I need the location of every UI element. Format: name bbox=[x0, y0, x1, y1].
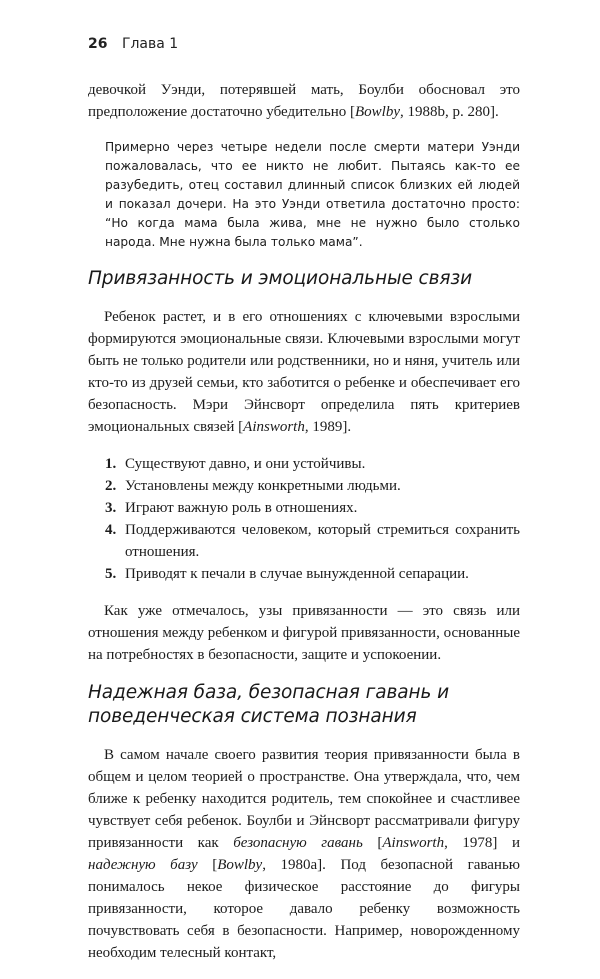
section-heading-secure-base: Надежная база, безопасная гавань и поведенческая система познания bbox=[88, 682, 449, 727]
term-secure-base: надежную базу bbox=[88, 857, 198, 873]
block-quote: Примерно через четыре недели после смерти матери Уэнди пожаловалась, что ее никто не любит. Пытаясь как-то ее разубедить, отец составил длинный список близких ей людей и показал дочери. На это Уэнди ответила достаточно просто: “Но когда мама была жива, мне не нужно было столько народа. Мне нужна была только мама”. bbox=[105, 140, 520, 249]
list-text: Установлены между конкретными людьми. bbox=[125, 478, 401, 494]
list-number: 3. bbox=[105, 500, 117, 516]
section2-text: В самом начале своего развития теория привязанности была в общем и целом теорией о пространстве. Она утверждала, что, чем ближе к ребенку находится родитель, тем спокойнее и счастливее чувствует себя ребенок. Боулби и Эйнсворт рассматривали фигуру привязанности как bbox=[88, 747, 520, 851]
list-text: Поддерживаются человеком, который стремиться сохранить отношения. bbox=[125, 522, 520, 560]
section2-paragraph bbox=[88, 744, 520, 964]
list-number: 4. bbox=[105, 522, 117, 538]
list-text: Играют важную роль в отношениях. bbox=[125, 500, 358, 516]
closing-paragraph: Как уже отмечалось, узы привязанности — это связь или отношения между ребенком и фигурой привязанности, основанные на потребностях в безопасности, защите и успокоении. bbox=[88, 603, 520, 663]
intro-text: девочкой Уэнди, потерявшей мать, Боулби обосновал это предположение достаточно убедительно [ bbox=[88, 82, 520, 120]
citation-author: Ainsworth bbox=[243, 419, 305, 435]
citation-rest: , 1980a]. Под безопасной гаванью понималось некое физическое расстояние до фигуры привязанности, которое давало ребенку возможность почувствовать себя в безопасности. Например, новорожденному необходим телесный контакт, bbox=[88, 857, 521, 961]
page-content bbox=[88, 64, 520, 979]
criteria-list bbox=[88, 453, 520, 585]
list-item bbox=[88, 453, 520, 475]
list-item bbox=[88, 519, 520, 563]
list-text: Приводят к печали в случае вынужденной сепарации. bbox=[125, 566, 469, 582]
section1-paragraph bbox=[88, 306, 520, 438]
term-safe-haven: безопасную гавань bbox=[233, 835, 363, 851]
section2-text: [ bbox=[197, 857, 218, 873]
list-text: Существуют давно, и они устойчивы. bbox=[125, 456, 366, 472]
citation-rest: , 1989]. bbox=[304, 419, 352, 435]
citation-author: Ainsworth bbox=[382, 835, 445, 851]
chapter-title: Глава 1 bbox=[121, 36, 179, 52]
section-heading-attachment: Привязанность и эмоциональные связи bbox=[88, 268, 473, 289]
list-number: 1. bbox=[105, 456, 117, 472]
running-head bbox=[88, 36, 178, 52]
list-item bbox=[88, 497, 520, 519]
citation-author: Bowlby bbox=[217, 857, 263, 873]
citation-author: Bowlby bbox=[354, 104, 400, 120]
section2-text: [ bbox=[362, 835, 383, 851]
citation-rest: , 1988b, p. 280]. bbox=[399, 104, 499, 120]
page-number: 26 bbox=[88, 36, 108, 52]
list-item bbox=[88, 563, 520, 585]
section1-text: Ребенок растет, и в его отношениях с ключевыми взрослыми формируются эмоциональные связи. Ключевыми взрослыми могут быть не только родители или родственники, но и няня, учитель или кто-то из друзей семьи, кто заботится о ребенке и обеспечивает его безопасность. Мэри Эйнсворт определила пять критериев эмоциональных связей [ bbox=[88, 309, 520, 435]
intro-paragraph bbox=[88, 79, 520, 123]
citation-rest: , 1978] и bbox=[444, 835, 520, 851]
list-number: 2. bbox=[105, 478, 117, 494]
list-number: 5. bbox=[105, 566, 117, 582]
list-item bbox=[88, 475, 520, 497]
